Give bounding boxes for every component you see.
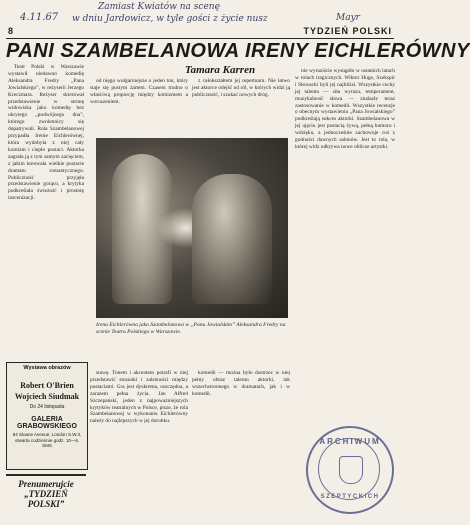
- article-column-2: [90, 78, 188, 132]
- article-column-3-text: z całokształtem jej repertuaru. Nie łatwo jest aktorce odejść od ról, w których widzi ją publiczność, i szukać nowych dróg.: [192, 78, 290, 98]
- handwritten-note-line-2: w dniu Jardowicz, w tyle gości z życie nusz: [72, 14, 268, 24]
- article-column-6: [192, 370, 290, 412]
- archive-stamp: [306, 426, 394, 514]
- handwritten-date: 4.11.67: [20, 12, 59, 23]
- article-column-4-text: nie wyraziście wystąpiło w ostatnich latach w rolach tragicznych. Wiktor Hugo, Szekspir i Słowacki byli jej najbliżsi. Wszystkie cechy jej talentu — siła wyrazu, temperament, muzykalność słowa — znalazły teraz zastosowanie w komedii. Wszystkie recenzje o obecnym wystawieniu „Pana Jowialskiego” podkreślają sukces aktorki. Szambelanowa w jej ujęciu jest postacią żywą, pełną humoru i wdzięku, a jednocześnie zachowuje coś z godności dawnych salonów. Jest to rola, w której widz odkrywa nowe oblicze artystki.: [295, 68, 395, 150]
- article-column-1: [8, 64, 84, 357]
- article-column-1-text: Teatr Polski w Warszawie wystawił niedawno komedię Aleksandra Fredry „Pana Jowialskiego”, w reżyserii Jerzego Kreczmara. Reżyser skierował przedstawienie w stronę widowiska jako komedię bez ukrytego „podwójnego dna”, którego zwolennicy się dopatrywali. Rola Szambelanowej przypadła Irenie Eichlerównej, która wydobyła z niej cały komizm i ciepło postaci. Aktorka zagrała ją z tym samym zacięciem, z jakim kreowała wielkie postacie dramatu romantycznego. Publiczność przyjęła przedstawienie gorąco, a krytyka podkreślała świeżość i prostotę inscenizacji.: [8, 64, 84, 202]
- stamp-top-text: ARCHIWUM: [319, 437, 381, 446]
- article-column-2-text: od nięgo wulgarniejsze o jeden ton, który staje się pustym żartem. Czasem trudno o właściwą proporcję między komizmem a wzruszeniem.: [90, 78, 188, 105]
- article-column-5-text: stawę. Tonem i akcentem potrafi w niej przedstawić stosunki i zależności między postaciami. Gra jest dyskretna, oszczędna, a zarazem pełna życia. Jan Alfred Szczepański, jeden z najpoważniejszych krytyków teatralnych w Polsce, pisze, że rola Szambelanowej w wykonaniu Eichlerówny należy do najlepszych w jej dorobku.: [90, 370, 188, 425]
- ad-header: Wystawa obrazów: [23, 365, 71, 371]
- coat-of-arms-icon: [339, 456, 363, 484]
- ad-artist-1: Robert O'Brien: [20, 381, 74, 390]
- article-column-5: [90, 370, 188, 520]
- subscription-line-1: Prenumerujcie: [18, 479, 74, 489]
- ad-gallery: GALERIA GRABOWSKIEGO: [17, 416, 77, 430]
- subscription-notice: [6, 474, 86, 509]
- article-column-3: [192, 78, 290, 132]
- article-column-6-text: komedii — można było dostrzec w niej pełny obraz talentu aktorki, tak wszechstronnego w dramatach, jak i w komedii.: [192, 370, 290, 397]
- newspaper-name: TYDZIEŃ POLSKI: [303, 26, 392, 36]
- handwritten-note: [18, 2, 370, 28]
- masthead: [6, 26, 394, 39]
- article-headline: PANI SZAMBELANOWA IRENY EICHLERÓWNY: [6, 40, 470, 62]
- photo-caption: Irena Eichlerówna jako Szambelanowa w „Panu Jowialskim” Aleksandra Fredry na scenie Teatru Polskiego w Warszawie.: [96, 322, 286, 335]
- stamp-bottom-text: SZEPTYCKICH: [320, 494, 380, 500]
- article-photo: [96, 138, 288, 318]
- ad-dates: Do 24 listopada: [29, 404, 65, 410]
- handwritten-note-line-1: Zamiast Kwiatów na scenę: [98, 2, 220, 12]
- page-number: 8: [8, 26, 14, 36]
- exhibition-advertisement: [6, 362, 88, 470]
- ad-artist-2: Wojciech Siudmak: [14, 392, 80, 401]
- photo-figure-woman: [192, 174, 272, 304]
- article-author: Tamara Karren: [184, 64, 256, 76]
- subscription-line-2: „TYDZIEŃ POLSKI”: [24, 489, 68, 509]
- ad-address: 84 Sloane Avenue, London S.W.3, otwarta codziennie godz. 10—6. SMS: [12, 432, 82, 449]
- handwritten-tag: Mayr: [336, 13, 360, 23]
